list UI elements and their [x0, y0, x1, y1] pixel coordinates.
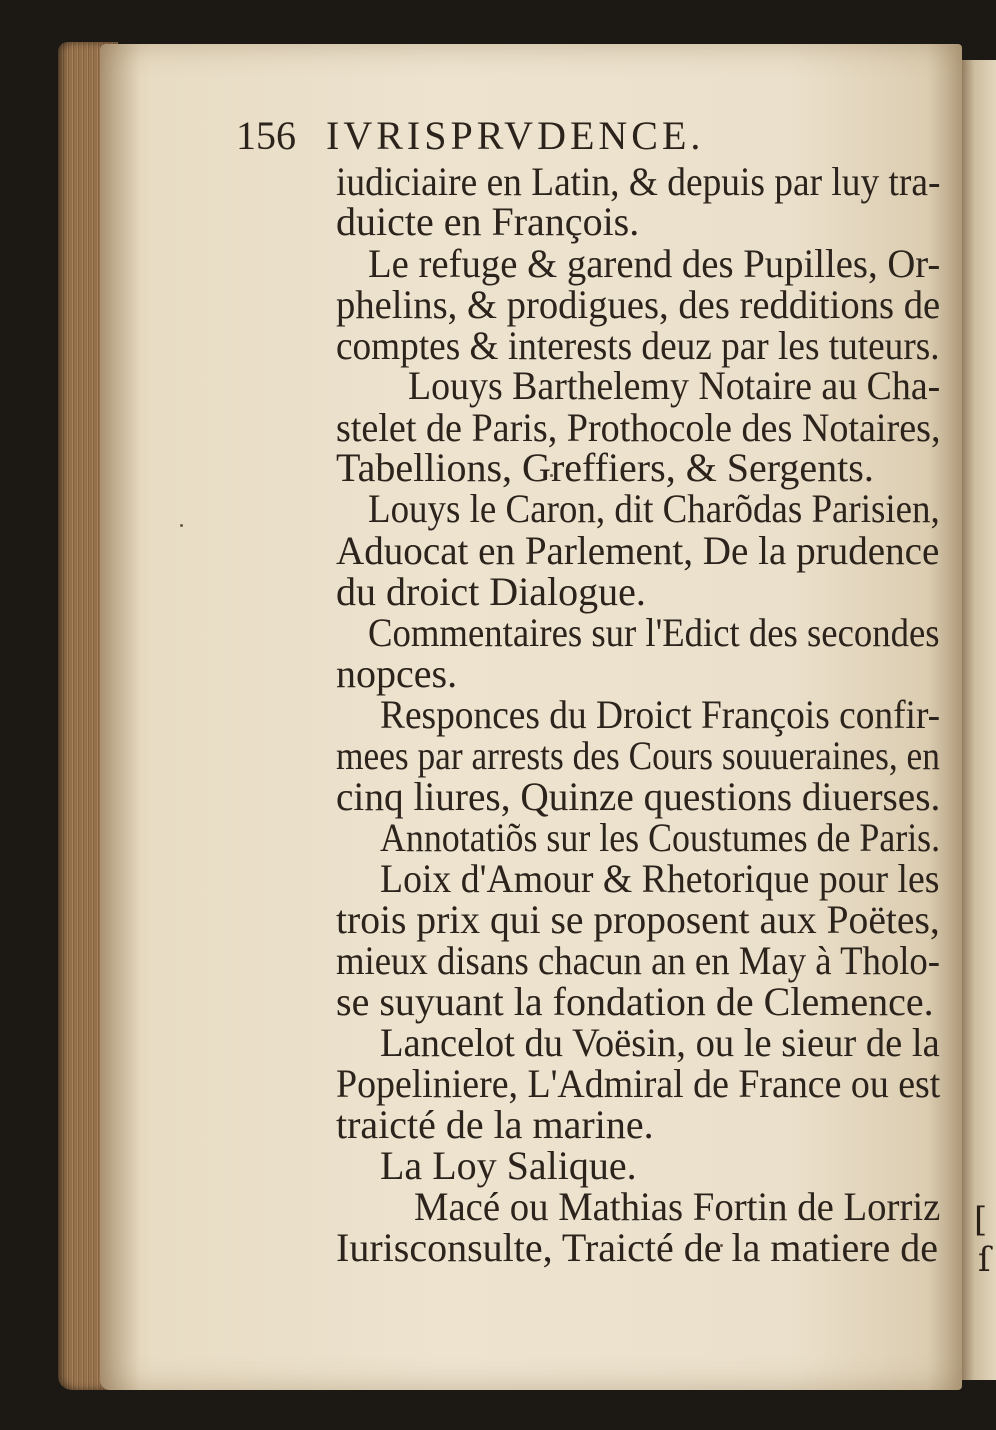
- running-title: IVRISPRVDENCE.: [326, 113, 705, 158]
- facing-page-glyph: [: [974, 1200, 988, 1240]
- text-line: Le refuge & garend des Pupilles, Or-: [368, 241, 941, 286]
- text-line: mieux disans chacun an en May à Tholo-: [336, 938, 941, 983]
- text-line: La Loy Salique.: [380, 1143, 637, 1188]
- text-line: Macé ou Mathias Fortin de Lorriz: [414, 1184, 941, 1229]
- text-line: se suyuant la fondation de Clemence.: [336, 979, 934, 1024]
- text-line: Iurisconsulte, Traicté de la matiere de: [336, 1225, 939, 1270]
- text-line: traicté de la marine.: [336, 1102, 654, 1147]
- page-number: 156: [236, 113, 296, 158]
- paper-fleck: [180, 524, 183, 527]
- text-line: iudiciaire en Latin, & depuis par luy tra-: [336, 159, 941, 204]
- text-line: phelins, & prodigues, des redditions de: [336, 282, 941, 327]
- text-line: stelet de Paris, Prothocole des Notaires,: [336, 405, 941, 450]
- facing-page-glyph: ſ: [978, 1240, 991, 1280]
- text-line: Annotatiõs sur les Coustumes de Paris.: [380, 815, 941, 860]
- text-line: Aduocat en Parlement, De la prudence: [336, 528, 940, 573]
- text-line: Lancelot du Voësin, ou le sieur de la: [380, 1020, 940, 1065]
- text-line: cinq liures, Quinze questions diuerses.: [336, 774, 941, 819]
- text-line: nopces.: [336, 651, 458, 696]
- text-line: mees par arrests des Cours souueraines, en: [336, 733, 940, 778]
- text-line: Louys Barthelemy Notaire au Cha-: [408, 363, 941, 408]
- text-line: Popeliniere, L'Admiral de France ou est: [336, 1061, 941, 1106]
- text-line: Tabellions, Greffiers, & Sergents.: [336, 445, 874, 490]
- text-line: Louys le Caron, dit Charõdas Parisien,: [368, 486, 940, 531]
- text-line: comptes & interests deuz par les tuteurs.: [336, 323, 940, 368]
- running-head: [236, 112, 936, 156]
- text-line: du droict Dialogue.: [336, 569, 646, 614]
- text-line: Responces du Droict François confir-: [380, 692, 941, 737]
- text-line: Commentaires sur l'Edict des secondes: [368, 610, 940, 655]
- text-line: duicte en François.: [336, 199, 640, 244]
- text-line: trois prix qui se proposent aux Poëtes,: [336, 897, 940, 942]
- facing-page-edge: [960, 60, 996, 1380]
- text-line: Loix d'Amour & Rhetorique pour les: [380, 856, 940, 901]
